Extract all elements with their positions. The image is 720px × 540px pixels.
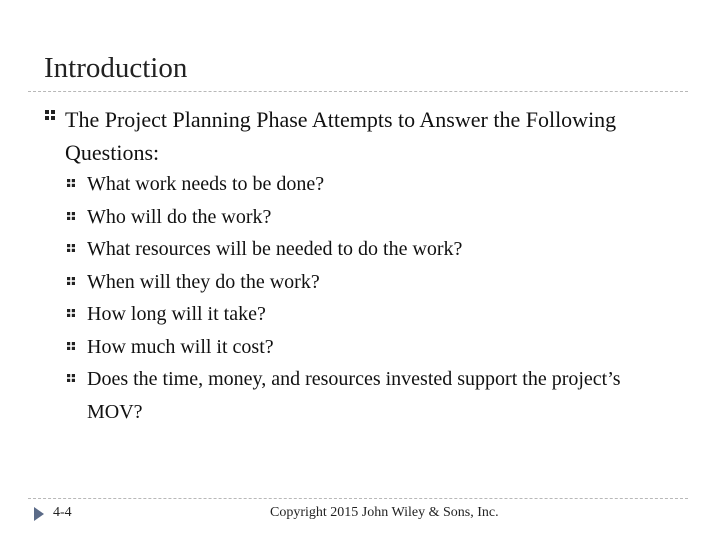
question-text: How much will it cost?	[87, 335, 274, 358]
square-bullet-icon	[66, 276, 76, 286]
square-bullet-icon	[66, 178, 76, 188]
square-bullet-icon	[66, 373, 76, 383]
square-bullet-icon	[66, 308, 76, 318]
question-text: What work needs to be done?	[87, 173, 325, 195]
question-text: Who will do the work?	[87, 205, 272, 228]
main-bullet-text: The Project Planning Phase Attempts to Answer the Following Questions:	[65, 107, 617, 165]
question-text: When will they do the work?	[87, 270, 320, 293]
square-bullet-icon	[66, 211, 76, 221]
question-item	[66, 266, 666, 299]
square-bullet-icon	[44, 109, 56, 121]
question-item	[66, 168, 666, 201]
footer-divider	[28, 498, 688, 499]
question-item	[66, 233, 666, 266]
question-list	[66, 168, 666, 428]
question-text: How long will it take?	[87, 303, 266, 325]
question-item	[66, 331, 666, 364]
question-text: What resources will be needed to do the work?	[87, 238, 463, 260]
question-item	[66, 201, 666, 234]
question-item	[66, 363, 666, 428]
square-bullet-icon	[66, 243, 76, 253]
square-bullet-icon	[66, 341, 76, 351]
question-text: Does the time, money, and resources invested support the project’s MOV?	[87, 368, 621, 423]
copyright-notice: Copyright 2015 John Wiley & Sons, Inc.	[270, 505, 499, 520]
main-bullet	[44, 103, 664, 169]
page-number: 4-4	[53, 505, 72, 520]
title-divider	[28, 91, 688, 92]
play-arrow-icon	[34, 507, 44, 521]
slide-title: Introduction	[44, 52, 188, 84]
question-item	[66, 298, 666, 331]
